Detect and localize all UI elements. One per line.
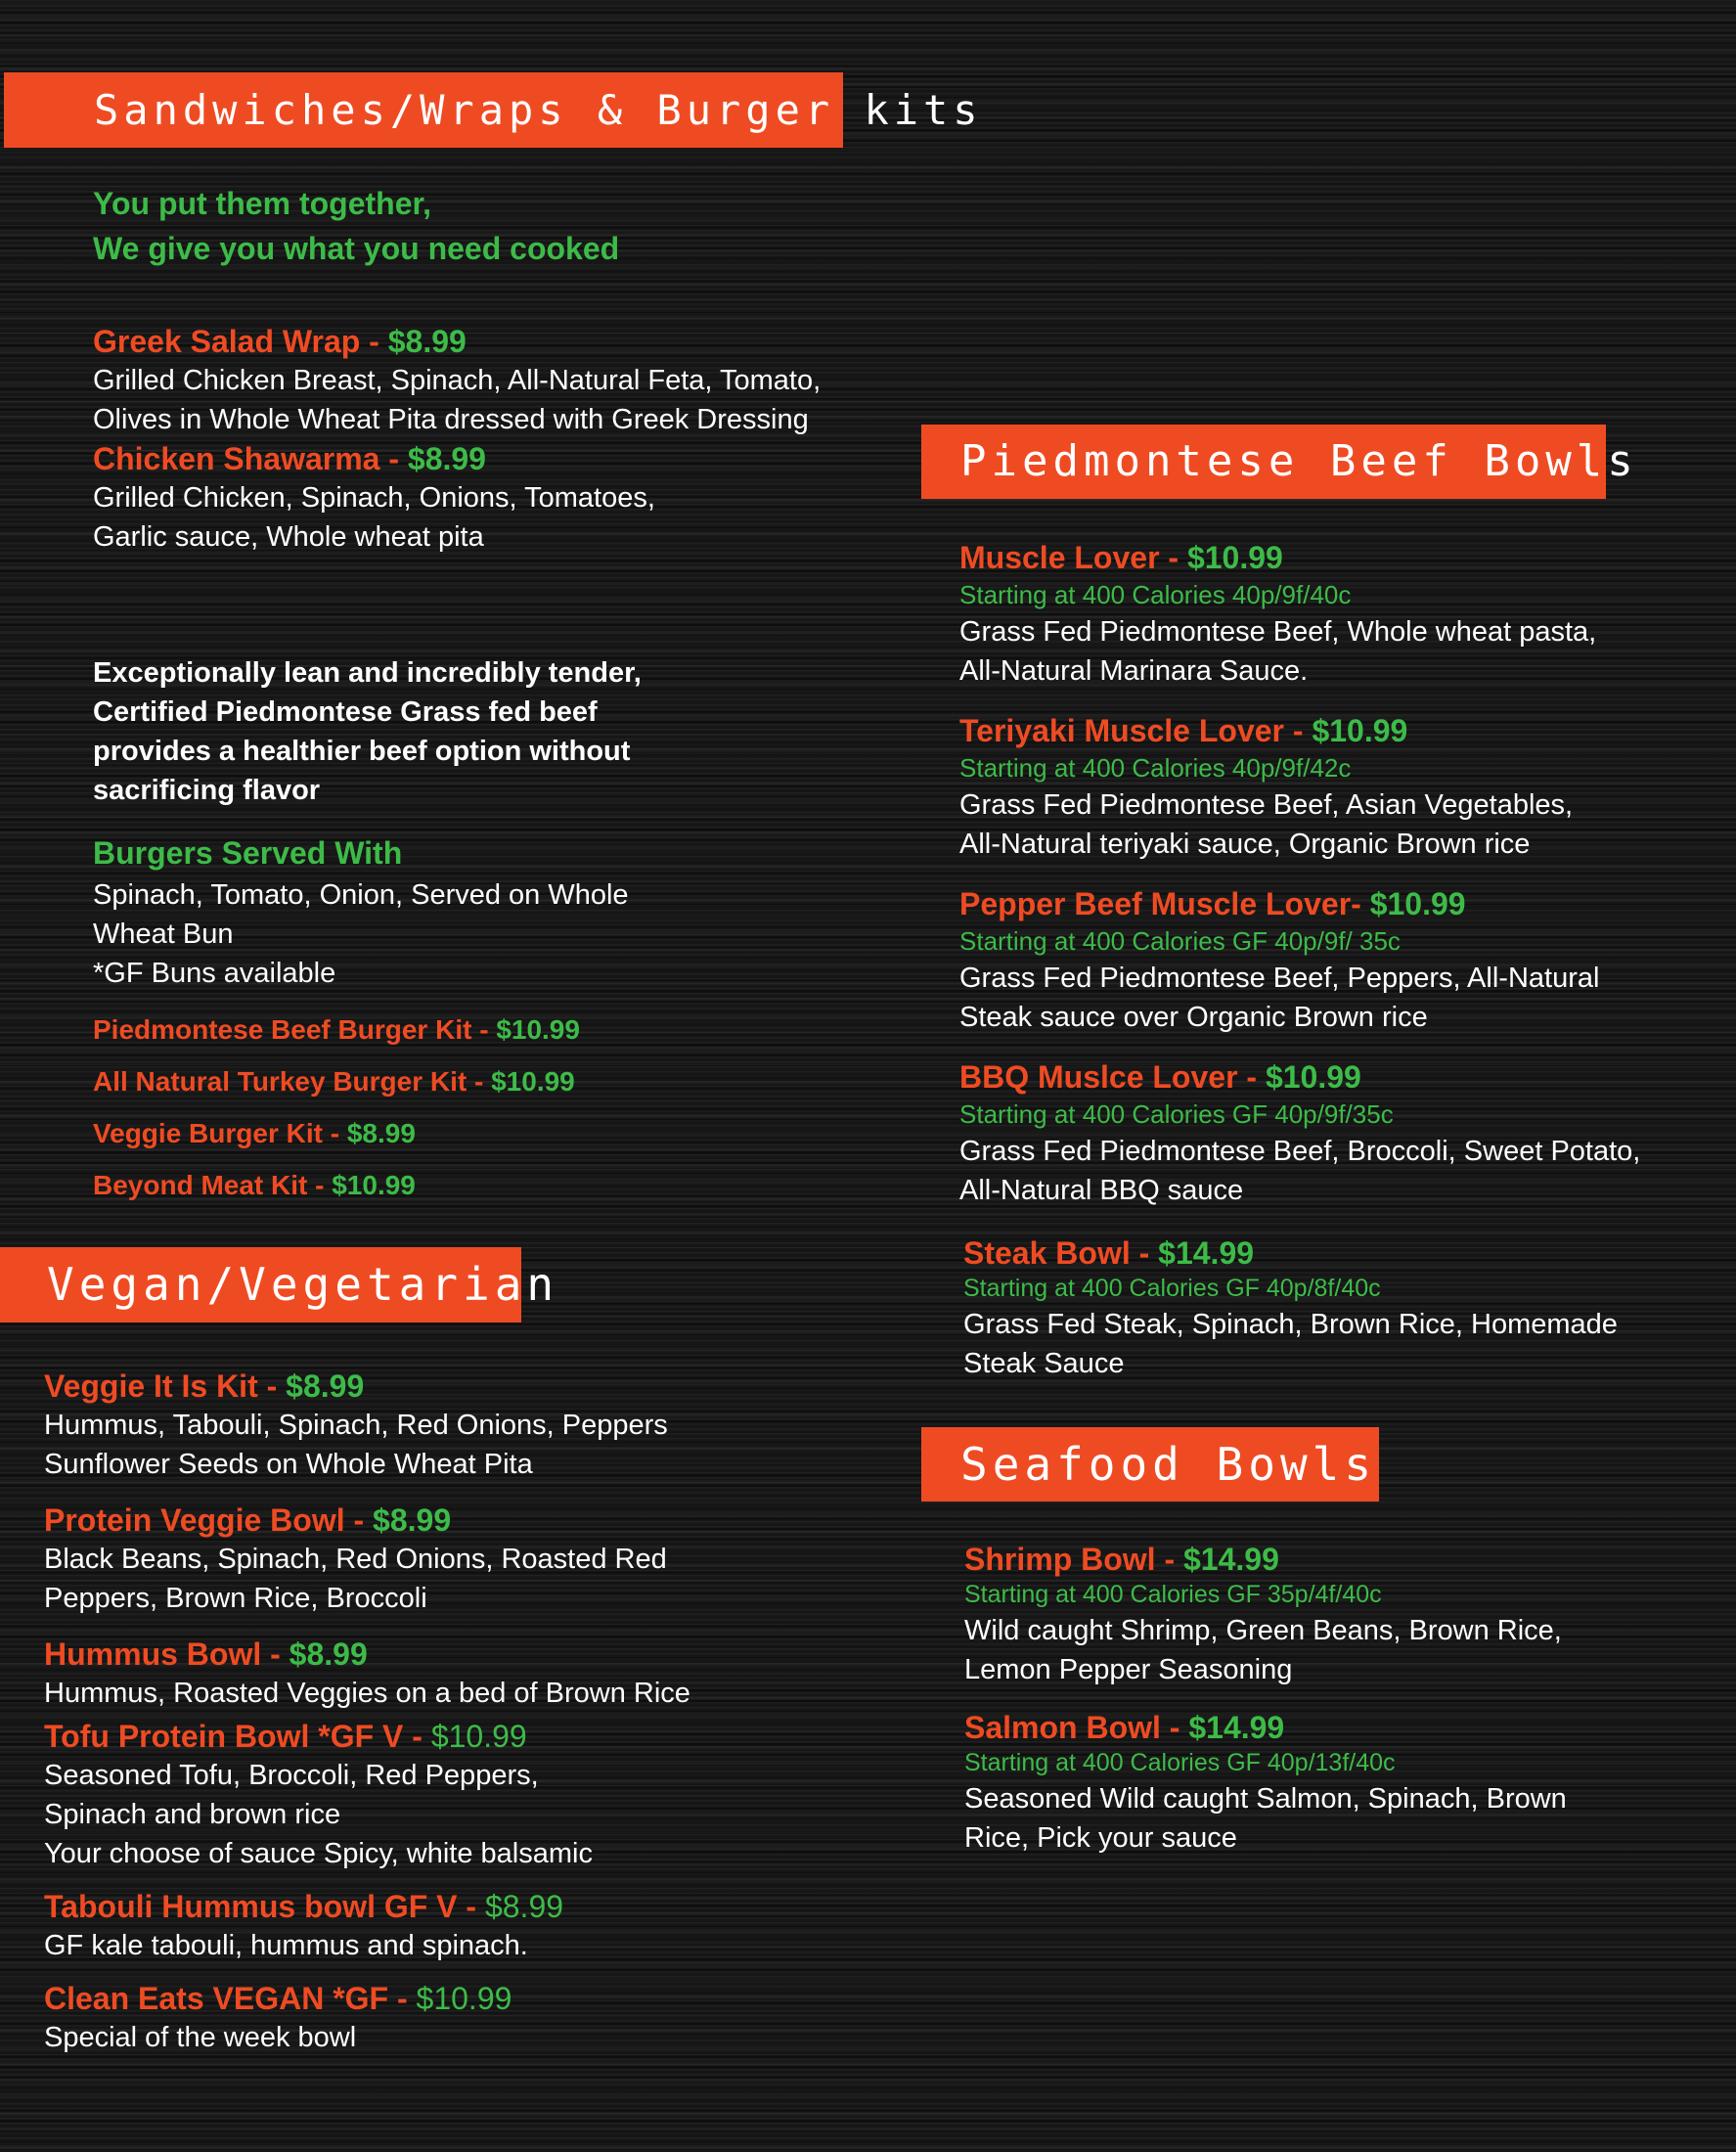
item-price: $14.99	[1158, 1235, 1255, 1271]
menu-item	[959, 711, 1640, 884]
item-name: Clean Eats VEGAN *GF - $10.99	[44, 1981, 512, 2016]
item-desc-line: Sunflower Seeds on Whole Wheat Pita	[44, 1449, 533, 1480]
item-desc-line: Steak sauce over Organic Brown rice	[959, 1002, 1428, 1033]
item-calories: Starting at 400 Calories GF 40p/13f/40c	[964, 1749, 1396, 1776]
item-description: Grilled Chicken, Spinach, Onions, Tomatoes, Garlic sauce, Whole wheat pita	[93, 482, 655, 553]
menu-item	[44, 1717, 690, 1873]
menu-item	[959, 538, 1640, 711]
vegan-items	[44, 1367, 690, 2057]
seafood-banner: Seafood Bowls	[921, 1427, 1379, 1502]
item-name: BBQ Muslce Lover - $10.99	[959, 1059, 1361, 1095]
item-price: $8.99	[286, 1368, 365, 1404]
item-name: Teriyaki Muscle Lover - $10.99	[959, 713, 1408, 748]
item-desc-line: Lemon Pepper Seasoning	[964, 1654, 1293, 1685]
item-price: $8.99	[373, 1502, 452, 1538]
item-calories: Starting at 400 Calories GF 40p/9f/ 35c	[959, 926, 1401, 956]
kit-price: $8.99	[346, 1118, 416, 1148]
menu-item	[93, 439, 856, 557]
burgers-section	[93, 830, 629, 993]
kit-price: $10.99	[491, 1066, 575, 1097]
item-desc-line: Seasoned Wild caught Salmon, Spinach, Brown	[964, 1783, 1567, 1815]
item-desc-line: Hummus, Tabouli, Spinach, Red Onions, Peppers	[44, 1410, 668, 1441]
item-description: Grilled Chicken Breast, Spinach, All-Natural Feta, Tomato, Olives in Whole Wheat Pita dressed with Greek Dressing	[93, 365, 822, 435]
item-desc-line: Grass Fed Steak, Spinach, Brown Rice, Homemade	[963, 1309, 1618, 1340]
menu-item	[959, 1057, 1640, 1233]
item-desc-line: Wild caught Shrimp, Green Beans, Brown Rice,	[964, 1615, 1562, 1646]
item-name: Tabouli Hummus bowl GF V - $8.99	[44, 1889, 564, 1924]
menu-item	[964, 1708, 1567, 1858]
item-name: Steak Bowl - $14.99	[963, 1235, 1255, 1271]
item-price: $10.99	[1369, 886, 1466, 921]
menu-item	[44, 1887, 690, 1965]
item-desc-line: GF kale tabouli, hummus and spinach.	[44, 1930, 528, 1961]
item-desc-line: All-Natural Marinara Sauce.	[959, 655, 1309, 687]
item-name: Pepper Beef Muscle Lover- $10.99	[959, 886, 1466, 921]
item-desc-line: All-Natural teriyaki sauce, Organic Brown rice	[959, 829, 1531, 860]
item-desc-line: Grass Fed Piedmontese Beef, Asian Vegetables,	[959, 789, 1574, 821]
item-calories: Starting at 400 Calories GF 35p/4f/40c	[964, 1581, 1382, 1608]
item-price: $10.99	[1265, 1059, 1361, 1095]
item-desc-line: All-Natural BBQ sauce	[959, 1175, 1244, 1206]
sandwiches-tagline	[93, 181, 619, 271]
item-calories: Starting at 400 Calories GF 40p/8f/40c	[963, 1275, 1381, 1302]
item-desc-line: Hummus, Roasted Veggies on a bed of Brown Rice	[44, 1678, 690, 1709]
seafood-items	[964, 1540, 1567, 1858]
item-price: $8.99	[484, 1889, 564, 1924]
burgers-heading: Burgers Served With	[93, 835, 403, 871]
item-calories: Starting at 400 Calories 40p/9f/40c	[959, 580, 1352, 609]
item-price: $8.99	[407, 441, 486, 476]
item-name: Hummus Bowl - $8.99	[44, 1636, 368, 1672]
burgers-desc-line-1: Spinach, Tomato, Onion, Served on Whole	[93, 879, 629, 911]
kit-item: All Natural Turkey Burger Kit - $10.99	[93, 1066, 575, 1097]
item-name: Veggie It Is Kit - $8.99	[44, 1368, 365, 1404]
item-desc-line: Grass Fed Piedmontese Beef, Whole wheat pasta,	[959, 616, 1597, 648]
item-desc-line: Spinach and brown rice	[44, 1799, 341, 1830]
beef-note: Exceptionally lean and incredibly tender, Certified Piedmontese Grass fed beef provides a healthier beef option without sacrificing flavor	[93, 657, 642, 806]
burger-kits	[93, 1013, 580, 1221]
item-desc-line: Seasoned Tofu, Broccoli, Red Peppers,	[44, 1760, 539, 1791]
item-desc-line: Rice, Pick your sauce	[964, 1822, 1237, 1854]
item-calories: Starting at 400 Calories 40p/9f/42c	[959, 753, 1352, 783]
item-price: $10.99	[1186, 540, 1283, 575]
item-desc-line: Steak Sauce	[963, 1348, 1125, 1379]
item-desc-line: Grass Fed Piedmontese Beef, Peppers, All-Natural	[959, 963, 1600, 994]
item-price: $10.99	[1312, 713, 1408, 748]
item-price: $10.99	[416, 1981, 512, 2016]
item-name: Muscle Lover - $10.99	[959, 540, 1283, 575]
menu-item	[44, 1367, 690, 1484]
item-price: $8.99	[289, 1636, 368, 1672]
item-name: Protein Veggie Bowl - $8.99	[44, 1502, 452, 1538]
item-desc-line: Black Beans, Spinach, Red Onions, Roasted Red	[44, 1544, 667, 1575]
kit-price: $10.99	[496, 1014, 580, 1045]
tagline-line-2: We give you what you need cooked	[93, 231, 620, 266]
sandwiches-banner: Sandwiches/Wraps & Burger kits	[4, 72, 843, 148]
item-desc-line: Peppers, Brown Rice, Broccoli	[44, 1583, 427, 1614]
beef-bowl-items	[959, 538, 1640, 1383]
item-desc-line: Special of the week bowl	[44, 2022, 357, 2053]
item-name: Tofu Protein Bowl *GF V - $10.99	[44, 1719, 527, 1754]
item-calories: Starting at 400 Calories GF 40p/9f/35c	[959, 1099, 1394, 1129]
menu-item	[44, 1501, 690, 1618]
menu-item	[964, 1540, 1567, 1708]
menu-item	[44, 1635, 690, 1713]
sandwiches-items	[93, 322, 856, 557]
item-desc-line: Grass Fed Piedmontese Beef, Broccoli, Sweet Potato,	[959, 1136, 1641, 1167]
item-price: $8.99	[387, 324, 467, 359]
item-name: Salmon Bowl - $14.99	[964, 1710, 1285, 1745]
burgers-desc-line-3: *GF Buns available	[93, 958, 336, 989]
burgers-desc-line-2: Wheat Bun	[93, 919, 234, 950]
menu-item	[963, 1233, 1640, 1383]
item-price: $14.99	[1183, 1542, 1279, 1577]
item-name: Greek Salad Wrap - $8.99	[93, 324, 467, 359]
item-name: Chicken Shawarma - $8.99	[93, 441, 486, 476]
item-desc-line: Your choose of sauce Spicy, white balsamic	[44, 1838, 593, 1869]
beef-bowls-banner: Piedmontese Beef Bowls	[921, 425, 1606, 499]
item-price: $10.99	[430, 1719, 527, 1754]
vegan-banner: Vegan/Vegetarian	[0, 1247, 521, 1323]
menu-item	[959, 884, 1640, 1057]
kit-item: Piedmontese Beef Burger Kit - $10.99	[93, 1014, 580, 1045]
menu-item	[93, 322, 856, 439]
item-price: $14.99	[1188, 1710, 1285, 1745]
tagline-line-1: You put them together,	[93, 186, 432, 221]
item-name: Shrimp Bowl - $14.99	[964, 1542, 1279, 1577]
kit-item: Veggie Burger Kit - $8.99	[93, 1118, 416, 1148]
kit-price: $10.99	[332, 1170, 416, 1200]
menu-item	[44, 1979, 690, 2057]
kit-item: Beyond Meat Kit - $10.99	[93, 1170, 416, 1200]
